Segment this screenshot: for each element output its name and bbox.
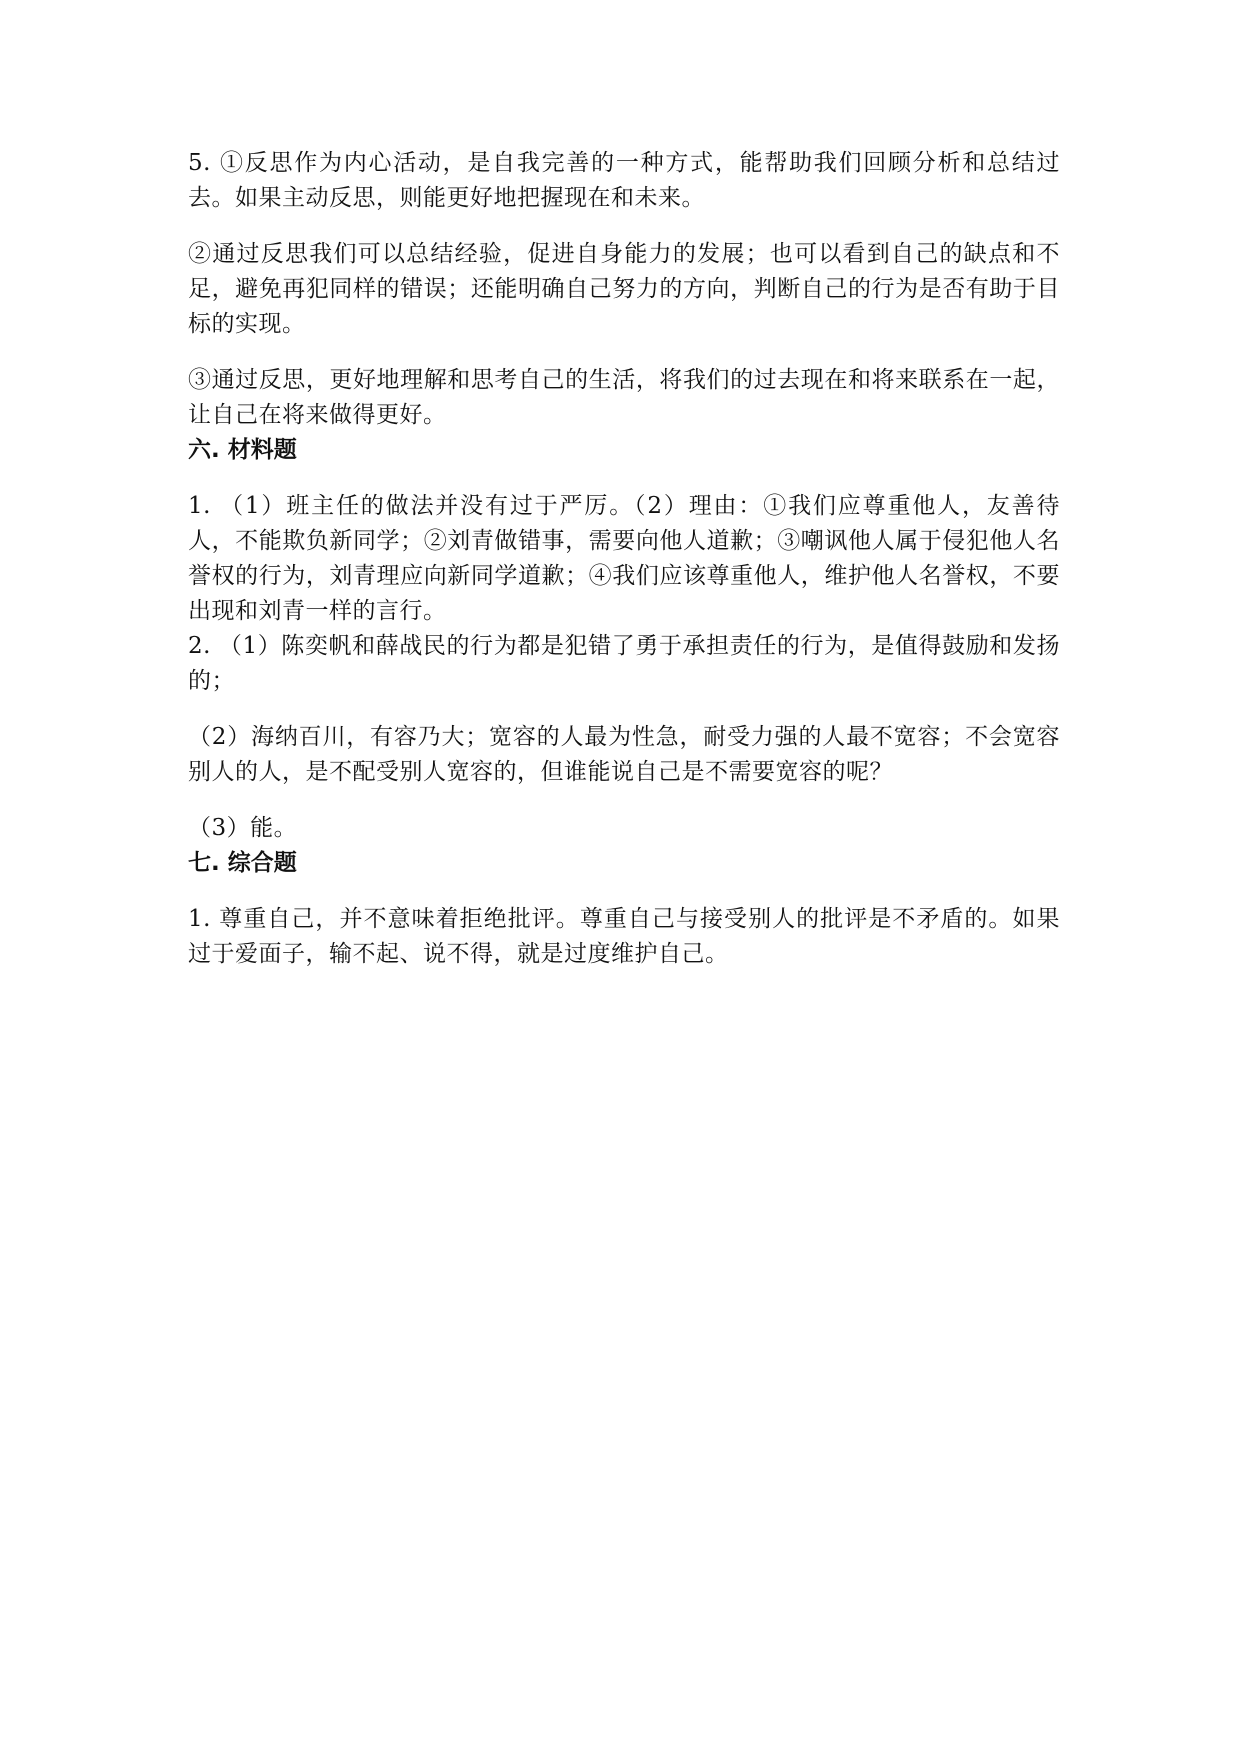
answer-5-part-1: 5. ①反思作为内心活动，是自我完善的一种方式，能帮助我们回顾分析和总结过去。如果主动反思，则能更好地把握现在和未来。 <box>188 150 1060 211</box>
material-answer-2-part-1: 2. （1）陈奕帆和薛战民的行为都是犯错了勇于承担责任的行为，是值得鼓励和发扬的； <box>188 633 1060 694</box>
answer-5-part-3: ③通过反思，更好地理解和思考自己的生活，将我们的过去现在和将来联系在一起，让自己在将来做得更好。 <box>188 367 1060 428</box>
material-answer-2-part-2: （2）海纳百川，有容乃大；宽容的人最为性急，耐受力强的人最不宽容；不会宽容别人的人，是不配受别人宽容的，但谁能说自己是不需要宽容的呢？ <box>188 724 1060 785</box>
material-answer-2-part-3: （3）能。 <box>188 815 298 841</box>
material-answer-1: 1. （1）班主任的做法并没有过于严厉。（2）理由：①我们应尊重他人，友善待人，不能欺负新同学；②刘青做错事，需要向他人道歉；③嘲讽他人属于侵犯他人名誉权的行为，刘青理应向新同学道歉；④我们应该尊重他人，维护他人名誉权，不要出现和刘青一样的言行。 <box>188 493 1060 624</box>
section-heading-material: 六. 材料题 <box>188 437 297 463</box>
comprehensive-answer-1: 1. 尊重自己，并不意味着拒绝批评。尊重自己与接受别人的批评是不矛盾的。如果过于爱面子，输不起、说不得，就是过度维护自己。 <box>188 906 1060 967</box>
answer-page <box>188 146 1060 972</box>
answer-5-part-2: ②通过反思我们可以总结经验，促进自身能力的发展；也可以看到自己的缺点和不足，避免再犯同样的错误；还能明确自己努力的方向，判断自己的行为是否有助于目标的实现。 <box>188 241 1060 337</box>
section-heading-comprehensive: 七. 综合题 <box>188 850 297 876</box>
